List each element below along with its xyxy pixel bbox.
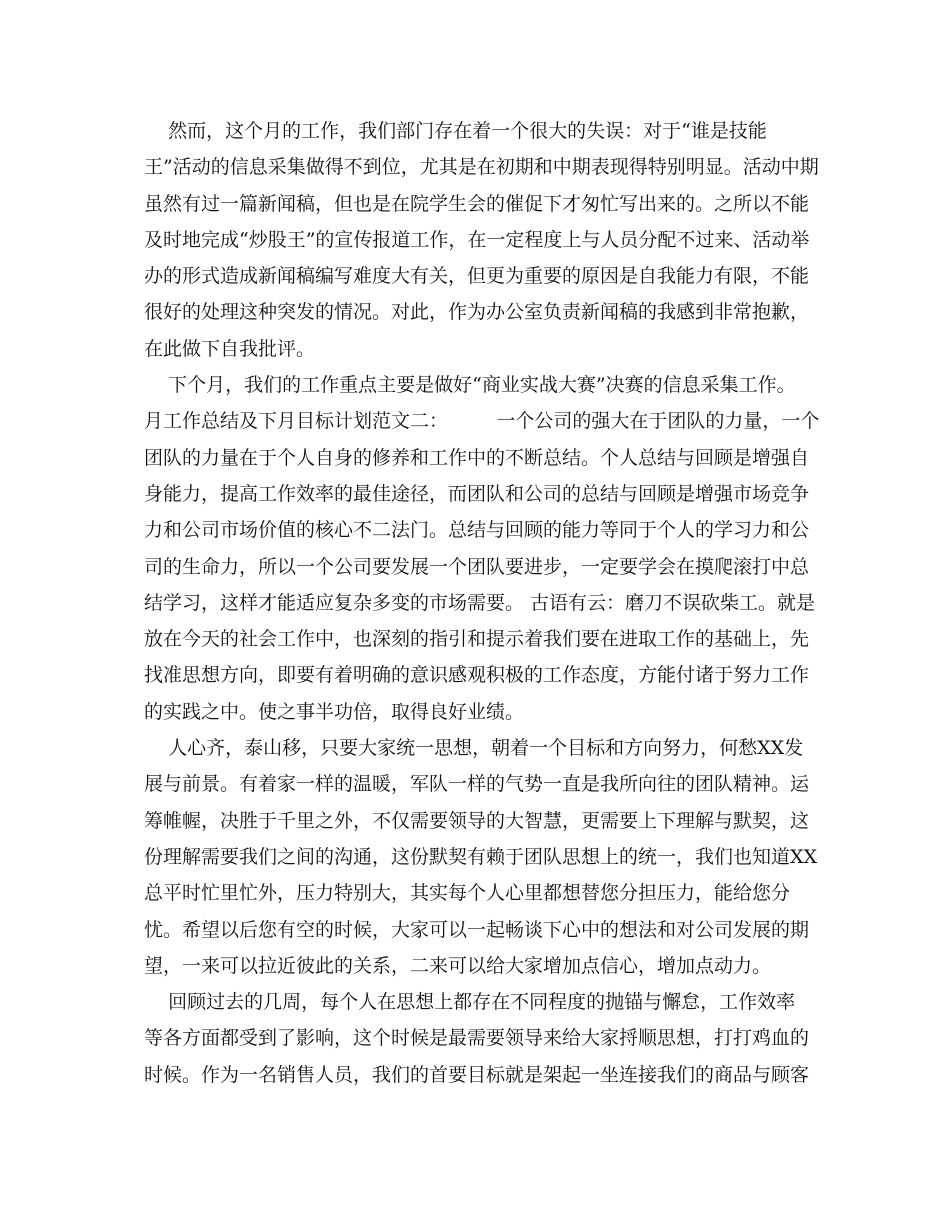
text-line: 人心齐，泰山移，只要大家统一思想，朝着一个目标和方向努力，何愁XX发 [144, 737, 804, 760]
text-line: 时候。作为一名销售人员，我们的首要目标就是架起一坐连接我们的商品与顾客 [144, 1063, 810, 1086]
text-line: 团队的力量在于个人自身的修养和工作中的不断总结。个人总结与回顾是增强自 [144, 446, 810, 469]
document-body [144, 113, 820, 1093]
text-line: 办的形式造成新闻稿编写难度大有关，但更为重要的原因是自我能力有限，不能 [144, 265, 810, 288]
text-line: 很好的处理这种突发的情况。对此，作为办公室负责新闻稿的我感到非常抱歉， [144, 301, 810, 324]
text-line: 总平时忙里忙外，压力特别大，其实每个人心里都想替您分担压力，能给您分 [144, 882, 791, 905]
text-line: 份理解需要我们之间的沟通，这份默契有赖于团队思想上的统一，我们也知道XX [144, 845, 818, 868]
text-line: 虽然有过一篇新闻稿，但也是在院学生会的催促下才匆忙写出来的。之所以不能 [144, 192, 810, 215]
text-line: 忧。希望以后您有空的时候，大家可以一起畅谈下心中的想法和对公司发展的期 [144, 918, 810, 941]
text-line: 等各方面都受到了影响，这个时候是最需要领导来给大家捋顺思想，打打鸡血的 [144, 1027, 810, 1050]
text-line: 筹帷幄，决胜于千里之外，不仅需要领导的大智慧，更需要上下理解与默契，这 [144, 809, 810, 832]
text-line: 展与前景。有着家一样的温暖，军队一样的气势一直是我所向往的团队精神。运 [144, 773, 810, 796]
text-line: 找准思想方向，即要有着明确的意识感观积极的工作态度，方能付诸于努力工作 [144, 664, 810, 687]
text-line: 然而，这个月的工作，我们部门存在着一个很大的失误：对于“谁是技能 [144, 120, 767, 142]
text-line: 王”活动的信息采集做得不到位，尤其是在初期和中期表现得特别明显。活动中期 [144, 156, 819, 179]
text-line: 司的生命力，所以一个公司要发展一个团队要进步，一定要学会在摸爬滚打中总 [144, 555, 810, 578]
text-line: 月工作总结及下月目标计划范文二： 一个公司的强大在于团队的力量，一个 [144, 410, 820, 433]
text-line: 回顾过去的几周，每个人在思想上都存在不同程度的抛锚与懈怠，工作效率 [144, 991, 796, 1014]
text-line: 在此做下自我批评。 [144, 337, 316, 360]
text-line: 的实践之中。使之事半功倍，取得良好业绩。 [144, 700, 525, 723]
text-line: 身能力，提高工作效率的最佳途径，而团队和公司的总结与回顾是增强市场竞争 [144, 482, 810, 505]
text-line: 及时地完成“炒股王”的宣传报道工作，在一定程度上与人员分配不过来、活动举 [144, 228, 810, 251]
text-line: 力和公司市场价值的核心不二法门。总结与回顾的能力等同于个人的学习力和公 [144, 519, 810, 542]
text-line: 下个月，我们的工作重点主要是做好“商业实战大赛”决赛的信息采集工作。 [144, 374, 796, 397]
text-line: 望，一来可以拉近彼此的关系，二来可以给大家增加点信心，增加点动力。 [144, 954, 772, 977]
text-line: 放在今天的社会工作中，也深刻的指引和提示着我们要在进取工作的基础上，先 [144, 628, 810, 651]
text-line: 结学习，这样才能适应复杂多变的市场需要。 古语有云：磨刀不误砍柴工。就是 [144, 591, 816, 614]
